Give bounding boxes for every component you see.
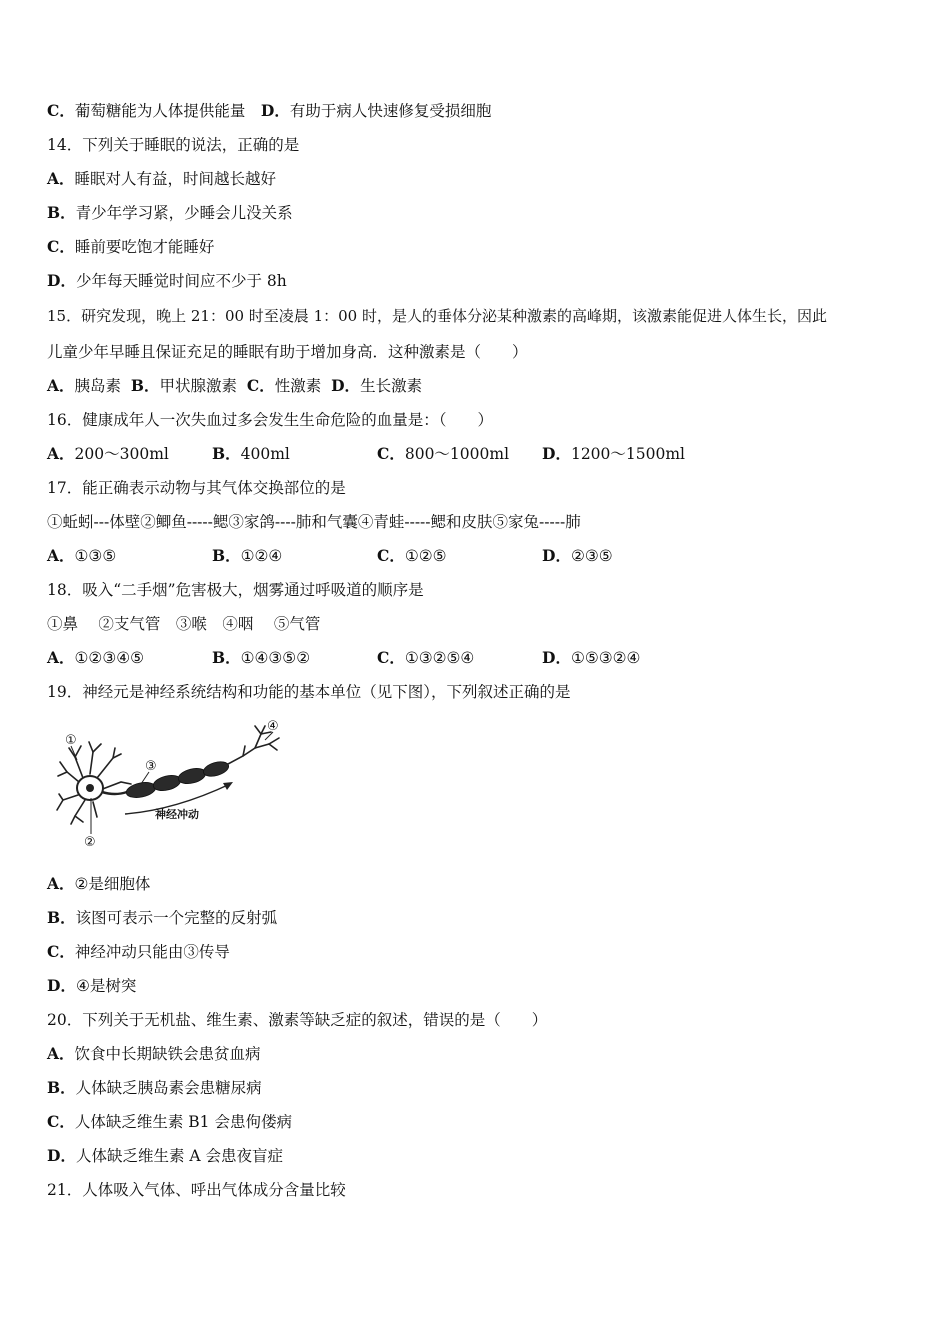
q16-option-a	[47, 443, 169, 465]
q16-option-d	[542, 443, 685, 465]
q15-stem-line1: 15．研究发现，晚上 21：00 时至凌晨 1：00 时，是人的垂体分泌某种激素的高峰期，该激素能促进人体生长，因此	[47, 307, 827, 325]
option-text: ④是树突	[75, 977, 137, 995]
q19-option-a	[47, 873, 150, 895]
option-text: 1200～1500ml	[570, 445, 686, 463]
option-letter: B．	[47, 1078, 76, 1097]
option-text: ①③⑤	[74, 547, 117, 565]
nucleus	[86, 784, 94, 792]
option-text: 性激素	[274, 377, 322, 395]
label-3: ③	[145, 759, 157, 774]
option-letter: B．	[47, 908, 76, 927]
option-letter: C．	[47, 1112, 75, 1131]
option-letter: D．	[542, 546, 571, 565]
option-text: 甲状腺激素	[159, 377, 238, 395]
q18-option-c	[377, 647, 474, 669]
q18-stem: 18．吸入“二手烟”危害极大，烟雾通过呼吸道的顺序是	[47, 581, 424, 599]
q18-option-b	[212, 647, 310, 669]
q13-option-d-text: 有助于病人快速修复受损细胞	[289, 102, 492, 120]
option-text: ①③②⑤④	[404, 649, 475, 667]
option-letter: C．	[377, 648, 405, 667]
q19-stem: 19．神经元是神经系统结构和功能的基本单位（见下图），下列叙述正确的是	[47, 683, 571, 701]
q20-stem: 20．下列关于无机盐、维生素、激素等缺乏症的叙述，错误的是（ ）	[47, 1011, 548, 1029]
option-letter: B．	[212, 546, 241, 565]
myelin-sheath	[125, 759, 230, 800]
option-letter: A．	[47, 546, 75, 565]
option-letter: D．	[47, 1146, 76, 1165]
q20-option-b	[47, 1077, 262, 1099]
option-letter: D．	[542, 648, 571, 667]
neuron-diagram	[55, 712, 295, 857]
q17-option-d	[542, 545, 613, 567]
option-text: 饮食中长期缺铁会患贫血病	[74, 1045, 261, 1063]
option-letter: A．	[47, 169, 75, 188]
option-text: ①④③⑤②	[240, 649, 311, 667]
impulse-label: 神经冲动	[155, 808, 199, 821]
option-letter: C．	[377, 444, 405, 463]
option-letter: A．	[47, 1044, 75, 1063]
option-letter: B．	[212, 648, 241, 667]
q14-option-c	[47, 236, 214, 258]
option-letter: D．	[331, 376, 361, 395]
q14-option-a	[47, 168, 276, 190]
q19-option-d	[47, 975, 136, 997]
option-letter: D．	[47, 976, 76, 995]
q18-option-d	[542, 647, 640, 669]
option-text: ②③⑤	[570, 547, 613, 565]
label-4: ④	[267, 719, 279, 734]
option-text: 神经冲动只能由③传导	[74, 943, 230, 961]
q20-option-d	[47, 1145, 283, 1167]
option-text: 200～300ml	[74, 445, 169, 463]
option-letter: B．	[130, 376, 160, 395]
q13-option-c-text: 葡萄糖能为人体提供能量	[74, 102, 246, 120]
label-2: ②	[84, 835, 96, 850]
q14-option-d	[47, 270, 287, 292]
option-text: ①②⑤	[404, 547, 447, 565]
option-text: 胰岛素	[74, 377, 122, 395]
q16-option-c	[377, 443, 509, 465]
option-text: 该图可表示一个完整的反射弧	[75, 909, 278, 927]
q17-info: ①蚯蚓---体壁②鲫鱼-----鳃③家鸽----肺和气囊④青蛙-----鳃和皮肤⑤家兔-----肺	[47, 513, 581, 531]
q13-option-c-letter: C．	[47, 101, 75, 120]
q21-stem: 21．人体吸入气体、呼出气体成分含量比较	[47, 1181, 346, 1199]
q18-option-a	[47, 647, 144, 669]
option-letter: C．	[246, 376, 275, 395]
option-letter: D．	[47, 271, 76, 290]
q18-info: ①鼻 ②支气管 ③喉 ④咽 ⑤气管	[47, 615, 321, 633]
option-letter: C．	[47, 237, 75, 256]
option-text: ①②③④⑤	[74, 649, 145, 667]
option-text: 人体缺乏胰岛素会患糖尿病	[75, 1079, 262, 1097]
neuron-svg	[55, 712, 295, 857]
q14-option-b	[47, 202, 293, 224]
option-text: ②是细胞体	[74, 875, 151, 893]
q19-option-c	[47, 941, 230, 963]
q17-option-c	[377, 545, 447, 567]
axon-hillock	[102, 792, 127, 794]
option-letter: B．	[212, 444, 241, 463]
option-text: 400ml	[240, 445, 290, 463]
option-text: 睡眠对人有益，时间越长越好	[74, 170, 277, 188]
option-letter: A．	[47, 874, 75, 893]
option-letter: A．	[47, 444, 75, 463]
option-letter: B．	[47, 203, 76, 222]
option-text: 青少年学习紧，少睡会儿没关系	[75, 204, 293, 222]
q15-options	[47, 375, 422, 397]
q20-option-a	[47, 1043, 261, 1065]
option-text: 睡前要吃饱才能睡好	[74, 238, 215, 256]
q16-option-b	[212, 443, 290, 465]
option-letter: A．	[47, 648, 75, 667]
q13-options-cd	[47, 100, 491, 122]
option-text: 人体缺乏维生素 A 会患夜盲症	[75, 1147, 284, 1165]
q13-option-d-letter: D．	[260, 101, 290, 120]
option-letter: C．	[377, 546, 405, 565]
option-text: ①⑤③②④	[570, 649, 641, 667]
option-text: 800～1000ml	[404, 445, 510, 463]
label-1: ①	[65, 733, 77, 748]
q17-option-a	[47, 545, 116, 567]
option-text: 生长激素	[360, 377, 423, 395]
option-text: 人体缺乏维生素 B1 会患佝偻病	[74, 1113, 292, 1131]
q14-stem: 14．下列关于睡眠的说法，正确的是	[47, 136, 300, 154]
q17-option-b	[212, 545, 282, 567]
option-text: ①②④	[240, 547, 283, 565]
q20-option-c	[47, 1111, 292, 1133]
option-letter: A．	[47, 376, 75, 395]
q19-option-b	[47, 907, 277, 929]
option-letter: D．	[542, 444, 571, 463]
option-letter: C．	[47, 942, 75, 961]
q17-stem: 17．能正确表示动物与其气体交换部位的是	[47, 479, 346, 497]
q15-stem-line2: 儿童少年早睡且保证充足的睡眠有助于增加身高．这种激素是（ ）	[47, 343, 528, 361]
q16-stem: 16．健康成年人一次失血过多会发生生命危险的血量是：（ ）	[47, 411, 493, 429]
option-text: 少年每天睡觉时间应不少于 8h	[75, 272, 287, 290]
